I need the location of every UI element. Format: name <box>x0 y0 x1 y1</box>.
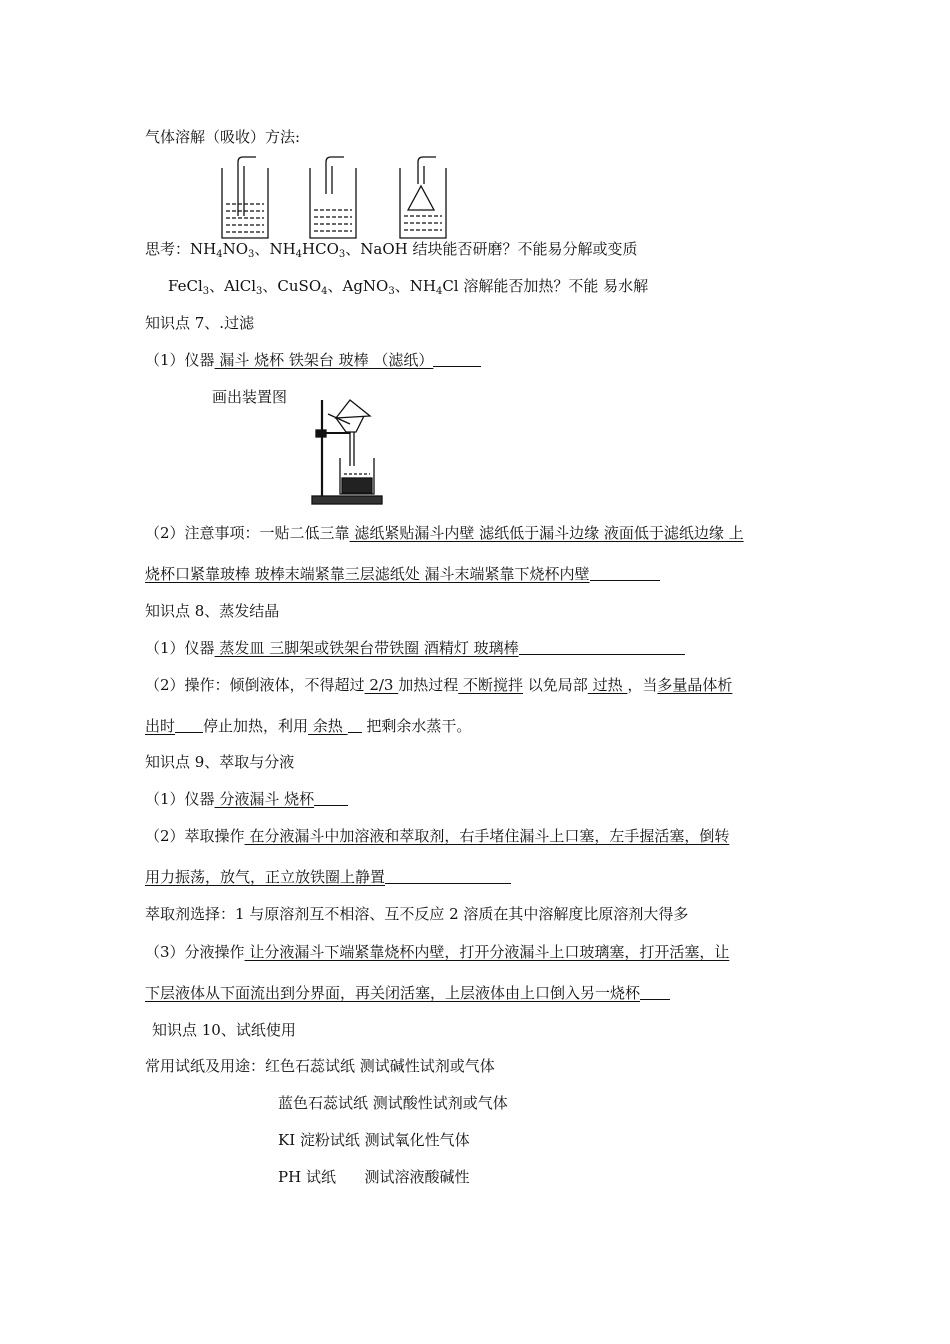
k9-extraction-line-1: （2）萃取操作 在分液漏斗中加溶液和萃取剂，右手堵住漏斗上口塞，左手握活塞，倒转 <box>145 827 730 845</box>
gas-method-heading: 气体溶解（吸收）方法: <box>145 128 301 146</box>
k9-solvent-choice: 萃取剂选择：1 与原溶剂互不相溶、互不反应 2 溶质在其中溶解度比原溶剂大得多 <box>145 905 689 923</box>
filtration-apparatus <box>306 396 396 508</box>
k9-extraction-line-2: 用力振荡，放气，正立放铁圈上静置 <box>145 867 511 887</box>
test-paper-row: PH 试纸 测试溶液酸碱性 <box>278 1168 470 1186</box>
think-line-1: 思考：$NH_4NO_3$、$NH_4HCO_3$、NaOH 结块能否研磨？不能易分解或变质 <box>145 240 638 260</box>
k8-operation-line-2: 出时 停止加热，利用 余热 把剩余水蒸干。 <box>145 717 472 735</box>
k9-separation-line-1: （3）分液操作 让分液漏斗下端紧靠烧杯内壁，打开分液漏斗上口玻璃塞，打开活塞，让 <box>145 943 730 961</box>
think-line-2: FeCl$_3$、AlCl$_3$、CuSO$_4$、AgNO$_3$、$NH_4Cl$ 溶解能否加热？不能 易水解 <box>168 277 649 297</box>
k8-title: 知识点 8、蒸发结晶 <box>145 602 280 620</box>
k7-notes-line-2: 烧杯口紧靠玻棒 玻棒末端紧靠三层滤纸处 漏斗末端紧靠下烧杯内壁 <box>145 564 660 584</box>
test-paper-row: KI 淀粉试纸 测试氧化性气体 <box>278 1131 470 1149</box>
gas-absorption-diagrams <box>210 156 460 242</box>
k8-operation-line-1: （2）操作：倾倒液体，不得超过 2/3 加热过程 不断搅拌 以免局部 过热 ，当多量晶体析 <box>145 676 733 694</box>
k10-title: 知识点 10、试纸使用 <box>152 1021 296 1039</box>
k7-title: 知识点 7、.过滤 <box>145 314 255 332</box>
test-paper-row: 蓝色石蕊试纸 测试酸性试剂或气体 <box>278 1094 508 1112</box>
k7-instruments: （1）仪器 漏斗 烧杯 铁架台 玻棒 （滤纸） <box>145 350 481 370</box>
k8-instruments: （1）仪器 蒸发皿 三脚架或铁架台带铁圈 酒精灯 玻璃棒 <box>145 638 685 658</box>
test-paper-row: 常用试纸及用途：红色石蕊试纸 测试碱性试剂或气体 <box>145 1057 495 1075</box>
k7-draw-label: 画出装置图 <box>212 388 288 406</box>
k9-title: 知识点 9、萃取与分液 <box>145 753 295 771</box>
k9-instruments: （1）仪器 分液漏斗 烧杯 <box>145 789 348 809</box>
k9-separation-line-2: 下层液体从下面流出到分界面，再关闭活塞，上层液体由上口倒入另一烧杯 <box>145 983 670 1003</box>
k7-notes-line-1: （2）注意事项：一贴二低三靠 滤纸紧贴漏斗内壁 滤纸低于漏斗边缘 液面低于滤纸边缘 上 <box>145 524 744 542</box>
